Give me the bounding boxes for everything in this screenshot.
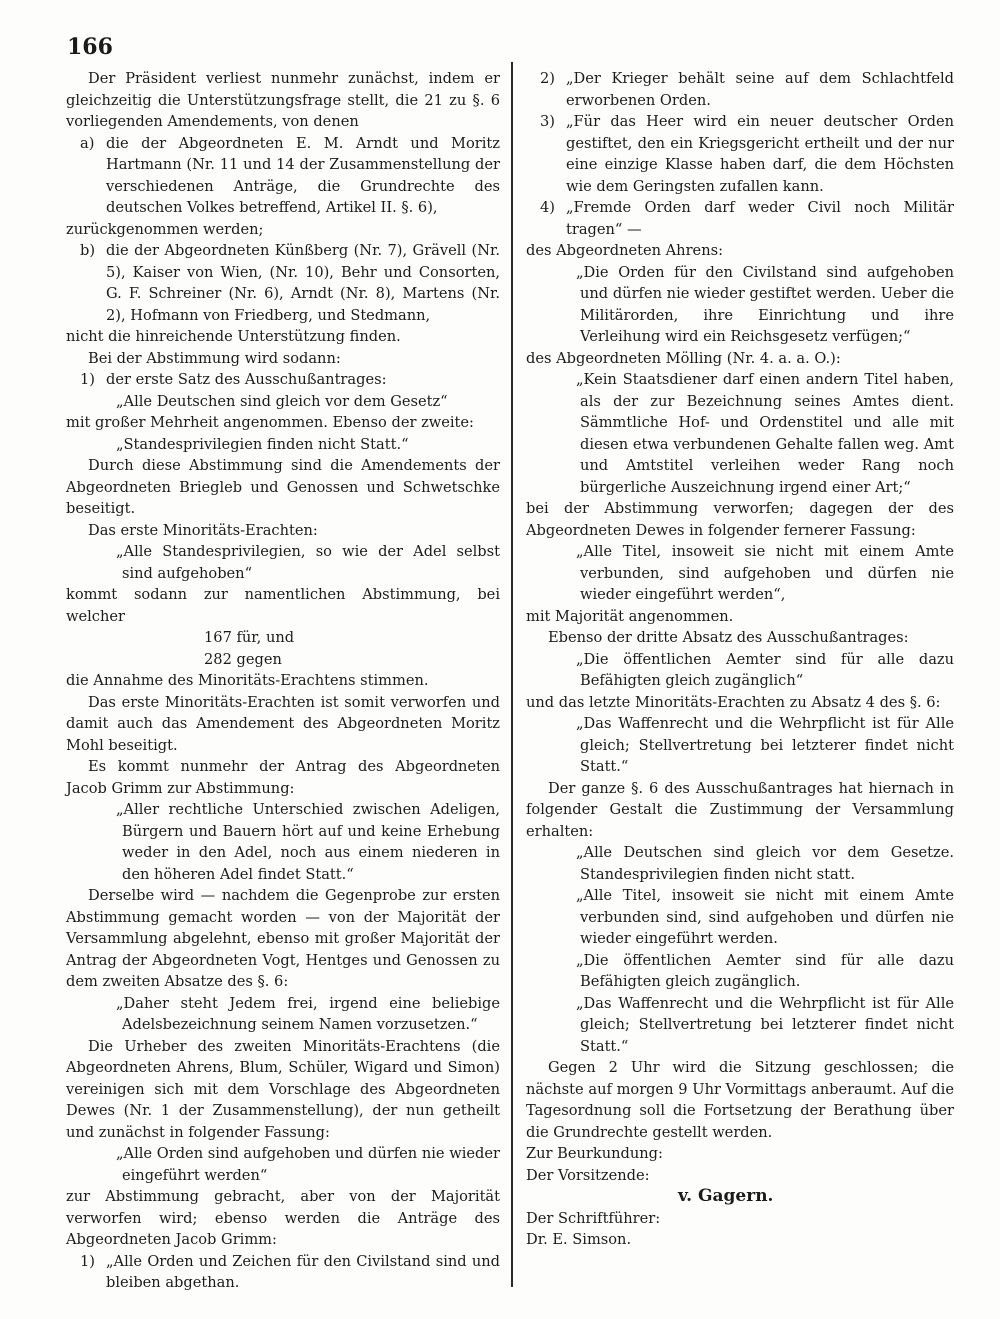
- quote: „Daher steht Jedem frei, irgend eine beliebige Adelsbezeichnung seinem Namen vorzusetzen.“: [116, 994, 500, 1033]
- item-text: die der Abgeordneten Künßberg (Nr. 7), Grävell (Nr. 5), Kaiser von Wien, (Nr. 10), Behr und Consorten, G. F. Schreiner (Nr. 6), Arndt (Nr. 8), Martens (Nr. 2), Hofmann von Friedberg, und Stedmann,: [106, 242, 500, 324]
- item-text: „Der Krieger behält seine auf dem Schlachtfeld erworbenen Orden.: [566, 70, 954, 109]
- quote: „Kein Staatsdiener darf einen andern Titel haben, als der zur Bezeichnung seines Amtes dient. Sämmtliche Hof- und Ordenstitel und alle mit diesen etwa verbundenen Gehalte fallen weg. Amt und Amtstitel verleihen weder Rang noch bürgerliche Auszeichnung irgend einer Art;“: [576, 371, 954, 496]
- chair-title: Der Vorsitzende:: [526, 1166, 650, 1184]
- paragraph: mit großer Mehrheit angenommen. Ebenso der zweite:: [66, 414, 474, 431]
- paragraph: bei der Abstimmung verworfen; dagegen der des Abgeordneten Dewes in folgender fernerer Fassung:: [526, 500, 954, 539]
- right-column: [526, 68, 954, 1251]
- quote: „Alle Orden sind aufgehoben und dürfen nie wieder eingeführt werden“: [116, 1145, 500, 1184]
- paragraph: Der Präsident verliest nunmehr zunächst, indem er gleichzeitig die Unterstützungsfrage stellt, die 21 zu §. 6 vorliegenden Amendements, von denen: [66, 70, 500, 130]
- secretary-signature: Dr. E. Simson.: [526, 1231, 632, 1248]
- quote: „Das Waffenrecht und die Wehrpflicht ist für Alle gleich; Stellvertretung bei letzterer findet nicht Statt.“: [576, 715, 954, 775]
- chair-signature: v. Gagern.: [678, 1186, 774, 1206]
- item-text: „Für das Heer wird ein neuer deutscher Orden gestiftet, den ein Kriegsgericht ertheilt und der nur eine einzige Klasse haben darf, die dem Höchsten wie dem Geringsten zufallen kann.: [566, 113, 954, 195]
- paragraph: und das letzte Minoritäts-Erachten zu Absatz 4 des §. 6:: [526, 693, 941, 711]
- paragraph: Ebenso der dritte Absatz des Ausschußantrages:: [548, 629, 909, 646]
- quote: „Standesprivilegien finden nicht Statt.“: [116, 435, 409, 453]
- paragraph: zur Abstimmung gebracht, aber von der Majorität verworfen wird; ebenso werden die Anträge des Abgeordneten Jacob Grimm:: [66, 1188, 500, 1248]
- item-text: der erste Satz des Ausschußantrages:: [106, 371, 387, 388]
- list-item: [66, 1251, 500, 1294]
- paragraph: Das erste Minoritäts-Erachten ist somit verworfen und damit auch das Amendement des Abgeordneten Moritz Mohl beseitigt.: [66, 693, 500, 754]
- paragraph: die Annahme des Minoritäts-Erachtens stimmen.: [66, 672, 429, 689]
- quote: „Alle Deutschen sind gleich vor dem Gesetz“: [116, 392, 448, 410]
- paragraph: nicht die hinreichende Unterstützung finden.: [66, 328, 401, 345]
- paragraph: des Abgeordneten Ahrens:: [526, 242, 724, 259]
- paragraph: Gegen 2 Uhr wird die Sitzung geschlossen; die nächste auf morgen 9 Uhr Vormittags anberaumt. Auf die Tagesordnung soll die Fortsetzung der Berathung über die Grundrechte gestellt werden.: [526, 1059, 954, 1141]
- paragraph: kommt sodann zur namentlichen Abstimmung, bei welcher: [66, 586, 500, 625]
- quote: „Die öffentlichen Aemter sind für alle dazu Befähigten gleich zugänglich“: [576, 650, 954, 689]
- list-item: [526, 197, 954, 240]
- item-label: b): [80, 242, 96, 259]
- quote: „Alle Deutschen sind gleich vor dem Gesetze. Standesprivilegien finden nicht statt.: [576, 844, 954, 883]
- list-item: [66, 240, 500, 326]
- attestation-heading: Zur Beurkundung:: [526, 1145, 663, 1162]
- item-label: 1): [80, 371, 95, 388]
- item-text: „Alle Orden und Zeichen für den Civilstand sind und bleiben abgethan.: [106, 1252, 500, 1291]
- paragraph: Es kommt nunmehr der Antrag des Abgeordneten Jacob Grimm zur Abstimmung:: [66, 758, 500, 797]
- quote: „Alle Standesprivilegien, so wie der Adel selbst sind aufgehoben“: [116, 543, 500, 582]
- item-label: 2): [540, 70, 555, 87]
- item-text: „Fremde Orden darf weder Civil noch Militär tragen“ —: [566, 199, 954, 238]
- quote: „Die Orden für den Civilstand sind aufgehoben und dürfen nie wieder gestiftet werden. Ueber die Militärorden, ihre Einrichtung und ihre Verleihung wird ein Reichsgesetz verfügen;“: [576, 263, 954, 345]
- paragraph: Bei der Abstimmung wird sodann:: [88, 349, 341, 367]
- list-item: [66, 133, 500, 219]
- column-divider: [511, 62, 513, 1287]
- page-number: 166: [67, 34, 113, 60]
- paragraph: Die Urheber des zweiten Minoritäts-Erachtens (die Abgeordneten Ahrens, Blum, Schüler, Wigard und Simon) vereinigen sich mit dem Vorschlage des Abgeordneten Dewes (Nr. 1 der Zusammenstellung), der nun getheilt und zunächst in folgender Fassung:: [66, 1037, 500, 1141]
- quote: „Die öffentlichen Aemter sind für alle dazu Befähigten gleich zugänglich.: [576, 951, 954, 990]
- paragraph: des Abgeordneten Mölling (Nr. 4. a. a. O.):: [526, 349, 841, 367]
- vote-count: 282 gegen: [204, 650, 282, 668]
- secretary-title: Der Schriftführer:: [526, 1209, 661, 1227]
- paragraph: Das erste Minoritäts-Erachten:: [88, 521, 318, 539]
- item-label: 4): [540, 199, 555, 216]
- quote: „Aller rechtliche Unterschied zwischen Adeligen, Bürgern und Bauern hört auf und keine Erhebung weder in den Adel, noch aus einem niederen in den höheren Adel findet Statt.“: [116, 801, 500, 883]
- item-text: die der Abgeordneten E. M. Arndt und Moritz Hartmann (Nr. 11 und 14 der Zusammenstellung der verschiedenen Anträge, die Grundrechte des deutschen Volkes betreffend, Artikel II. §. 6),: [106, 134, 500, 216]
- left-column: [66, 68, 500, 1294]
- list-item: [526, 111, 954, 197]
- quote: „Das Waffenrecht und die Wehrpflicht ist für Alle gleich; Stellvertretung bei letzterer findet nicht Statt.“: [576, 994, 954, 1055]
- item-label: 3): [540, 113, 555, 130]
- paragraph: Derselbe wird — nachdem die Gegenprobe zur ersten Abstimmung gemacht worden — von der Majorität der Versammlung abgelehnt, ebenso mit großer Majorität der Antrag der Abgeordneten Vogt, Hentges und Genossen zu dem zweiten Absatze des §. 6:: [66, 887, 500, 990]
- vote-count: 167 für, und: [204, 629, 295, 646]
- quote: „Alle Titel, insoweit sie nicht mit einem Amte verbunden sind, sind aufgehoben und dürfen nie wieder eingeführt werden.: [576, 887, 954, 947]
- list-item: [526, 68, 954, 111]
- paragraph: zurückgenommen werden;: [66, 220, 264, 238]
- paragraph: Durch diese Abstimmung sind die Amendements der Abgeordneten Briegleb und Genossen und Schwetschke beseitigt.: [66, 457, 500, 517]
- quote: „Alle Titel, insoweit sie nicht mit einem Amte verbunden, sind aufgehoben und dürfen nie wieder eingeführt werden“,: [576, 543, 954, 603]
- item-label: a): [80, 134, 95, 152]
- item-label: 1): [80, 1252, 95, 1270]
- paragraph: Der ganze §. 6 des Ausschußantrages hat hiernach in folgender Gestalt die Zustimmung der Versammlung erhalten:: [526, 779, 954, 840]
- paragraph: mit Majorität angenommen.: [526, 607, 734, 625]
- list-item: [66, 369, 500, 391]
